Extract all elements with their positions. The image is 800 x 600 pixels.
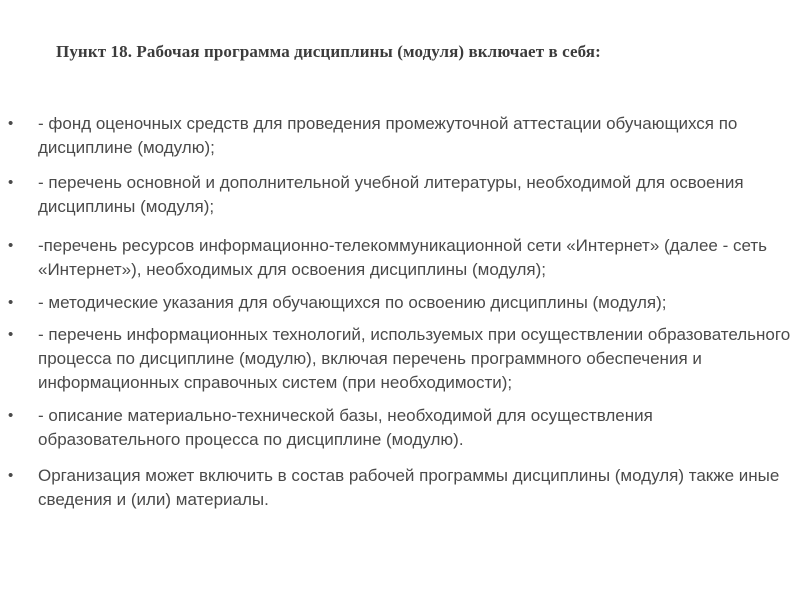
bullet-icon: • bbox=[8, 467, 14, 484]
list-item-text: Организация может включить в состав рабочей программы дисциплины (модуля) также иные сведения и (или) материалы. bbox=[38, 466, 780, 509]
list-item bbox=[0, 404, 800, 452]
bullet-list bbox=[0, 112, 800, 512]
bullet-icon: • bbox=[8, 407, 14, 424]
list-item-text: - фонд оценочных средств для проведения промежуточной аттестации обучающихся по дисциплине (модулю); bbox=[38, 114, 738, 157]
bullet-icon: • bbox=[8, 326, 14, 343]
list-item-text: -перечень ресурсов информационно-телекоммуникационной сети «Интернет» (далее - сеть «Интернет»), необходимых для освоения дисциплины (модуля); bbox=[38, 236, 768, 279]
list-item bbox=[0, 171, 800, 219]
list-item bbox=[0, 291, 800, 315]
slide-title: Пункт 18. Рабочая программа дисциплины (модуля) включает в себя: bbox=[56, 42, 601, 61]
bullet-icon: • bbox=[8, 294, 14, 311]
list-item bbox=[0, 464, 800, 512]
list-item bbox=[0, 323, 800, 395]
bullet-icon: • bbox=[8, 237, 14, 254]
list-item-text: - перечень информационных технологий, используемых при осуществлении образовательного процесса по дисциплине (модулю), включая перечень программного обеспечения и информационных справочных систем (при необходимости); bbox=[38, 325, 791, 392]
bullet-icon: • bbox=[8, 115, 14, 132]
list-item bbox=[0, 112, 800, 160]
list-item-text: - описание материально-технической базы, необходимой для осуществления образовательного процесса по дисциплине (модулю). bbox=[38, 406, 653, 449]
bullet-icon: • bbox=[8, 174, 14, 191]
list-item-text: - методические указания для обучающихся по освоению дисциплины (модуля); bbox=[38, 293, 667, 312]
list-item bbox=[0, 234, 800, 282]
list-item-text: - перечень основной и дополнительной учебной литературы, необходимой для освоения дисциплины (модуля); bbox=[38, 173, 744, 216]
